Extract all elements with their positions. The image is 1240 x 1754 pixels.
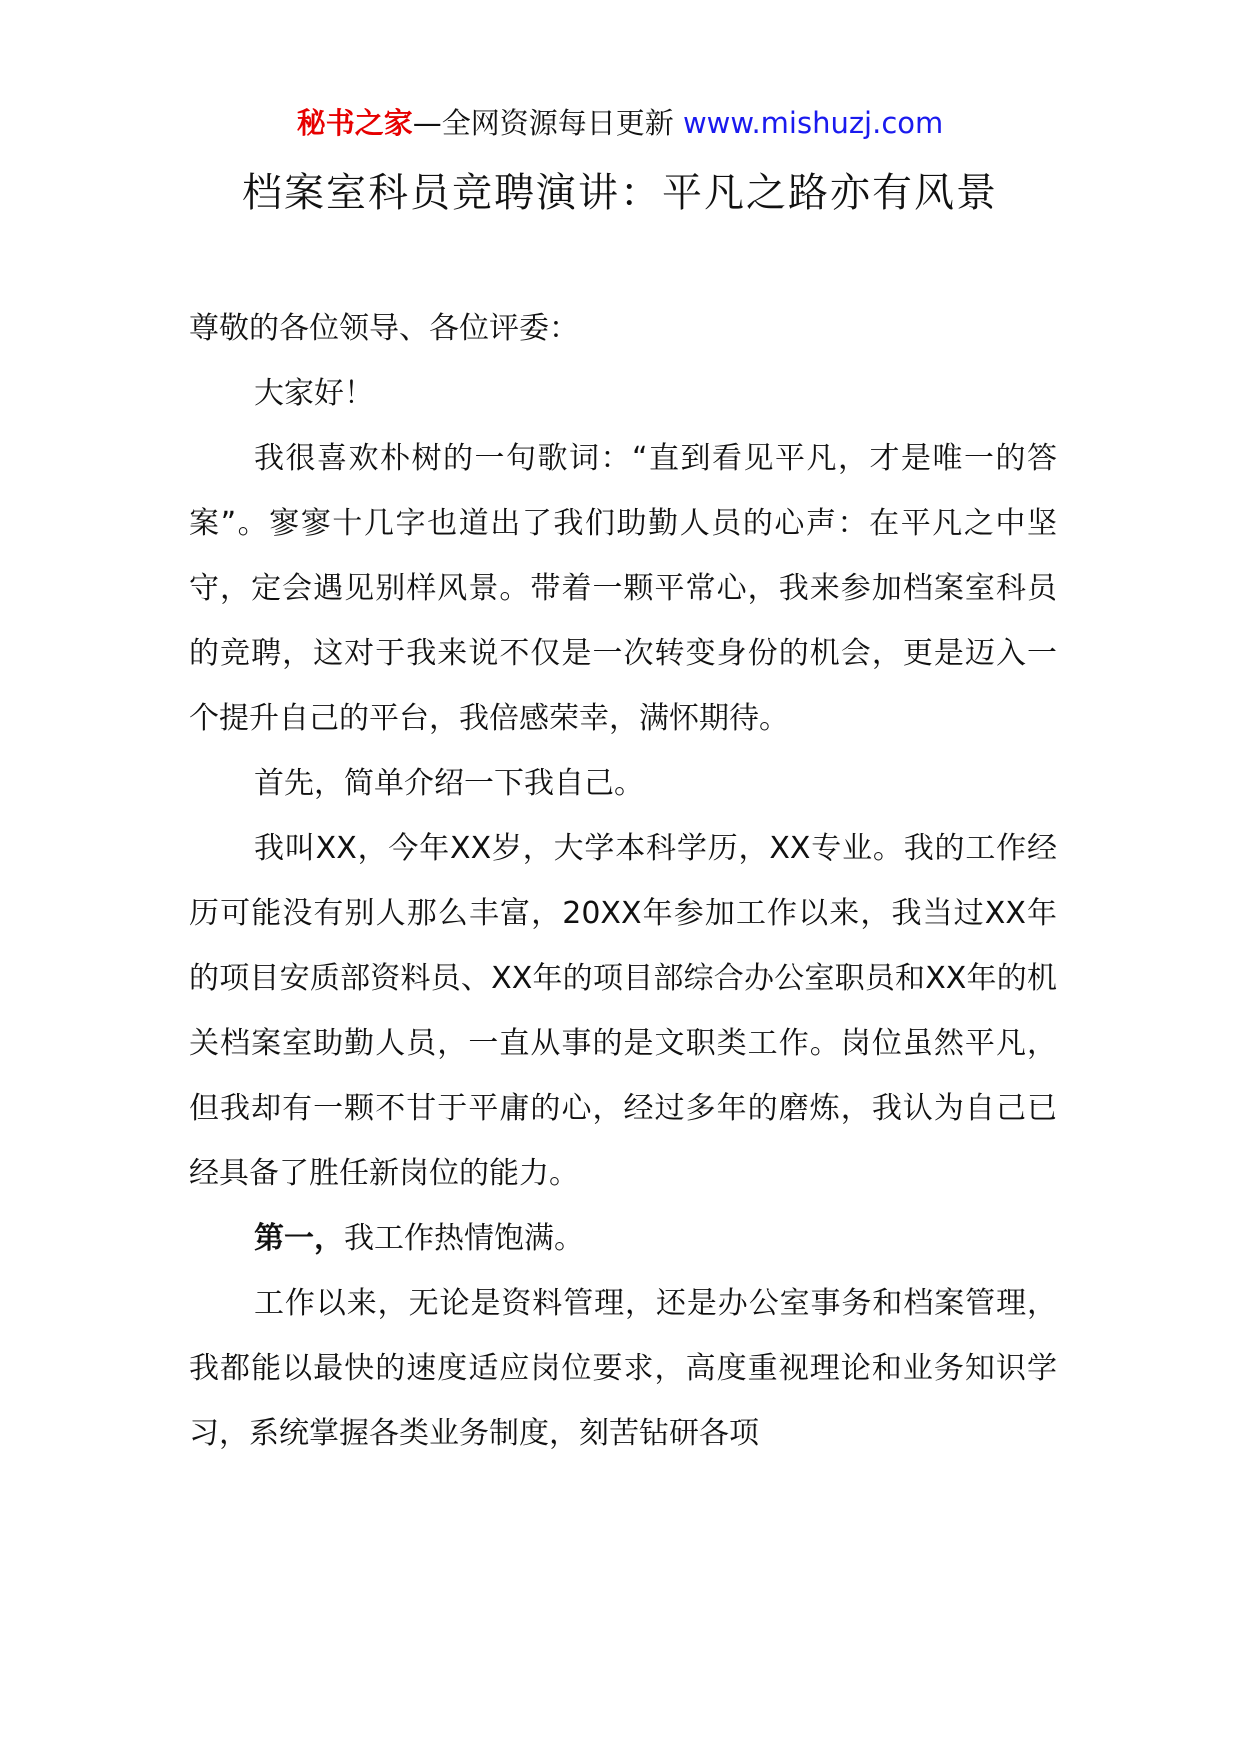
site-brand: 秘书之家	[296, 106, 413, 140]
paragraph: 工作以来，无论是资料管理，还是办公室事务和档案管理，我都能以最快的速度适应岗位要求，高度重视理论和业务知识学习，系统掌握各类业务制度，刻苦钻研各项	[189, 1286, 1057, 1451]
point-text: 我工作热情饱满。	[344, 1221, 584, 1256]
site-url[interactable]: www.mishuzj.com	[682, 106, 944, 140]
site-header	[0, 103, 1240, 143]
site-slogan: —全网资源每日更新	[412, 106, 683, 140]
document-title: 档案室科员竞聘演讲：平凡之路亦有风景	[242, 170, 998, 216]
document-body	[189, 296, 1057, 1466]
paragraph: 我很喜欢朴树的一句歌词：“直到看见平凡，才是唯一的答案”。寥寥十几字也道出了我们助勤人员的心声：在平凡之中坚守，定会遇见别样风景。带着一颗平常心，我来参加档案室科员的竞聘，这对于我来说不仅是一次转变身份的机会，更是迈入一个提升自己的平台，我倍感荣幸，满怀期待。	[189, 441, 1057, 736]
point-lead: 第一，	[254, 1221, 344, 1256]
point-heading	[189, 1206, 1057, 1271]
salutation: 尊敬的各位领导、各位评委：	[189, 311, 579, 346]
paragraph: 首先，简单介绍一下我自己。	[254, 766, 644, 801]
greeting: 大家好！	[254, 376, 374, 411]
paragraph: 我叫XX，今年XX岁，大学本科学历，XX专业。我的工作经历可能没有别人那么丰富，20XX年参加工作以来，我当过XX年的项目安质部资料员、XX年的项目部综合办公室职员和XX年的机关档案室助勤人员，一直从事的是文职类工作。岗位虽然平凡，但我却有一颗不甘于平庸的心，经过多年的磨炼，我认为自己已经具备了胜任新岗位的能力。	[189, 831, 1057, 1191]
